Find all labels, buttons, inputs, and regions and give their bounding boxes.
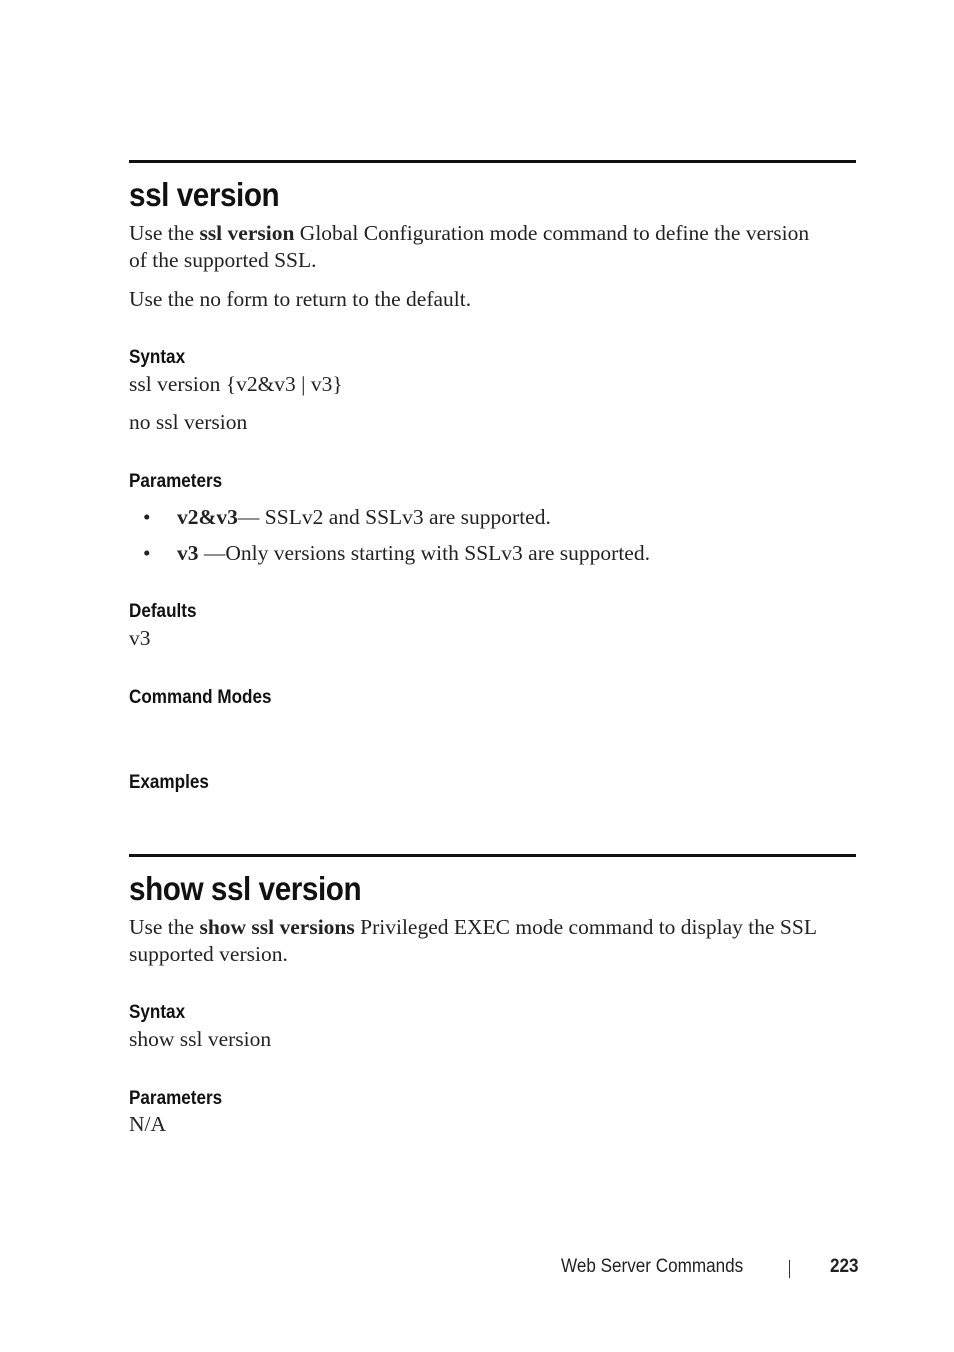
section-rule xyxy=(129,854,856,857)
section-title: show ssl version xyxy=(129,870,362,907)
param-desc: — SSLv2 and SSLv3 are supported. xyxy=(237,505,551,529)
defaults-heading: Defaults xyxy=(129,601,197,622)
bullet-icon: • xyxy=(143,505,151,529)
syntax-line: no ssl version xyxy=(129,410,248,434)
parameters-heading: Parameters xyxy=(129,471,223,492)
bullet-icon: • xyxy=(143,541,151,565)
intro-text: Privileged EXEC mode command to display the SSL supported version. xyxy=(129,915,817,966)
param-desc: —Only versions starting with SSLv3 are supported. xyxy=(198,541,650,565)
syntax-line: ssl version {v2&v3 | v3} xyxy=(129,372,343,396)
syntax-heading: Syntax xyxy=(129,1002,186,1023)
page-number: 223 xyxy=(830,1256,859,1277)
section-rule xyxy=(129,160,856,163)
no-form-paragraph: Use the no form to return to the default. xyxy=(129,287,472,311)
param-term: v2&v3 xyxy=(177,505,238,529)
intro-text: Use the xyxy=(129,221,200,245)
footer-chapter: Web Server Commands xyxy=(561,1256,744,1277)
intro-paragraph xyxy=(129,914,829,968)
intro-text: Use the xyxy=(129,915,200,939)
param-term: v3 xyxy=(177,541,199,565)
parameters-value: N/A xyxy=(129,1112,167,1136)
section-title: ssl version xyxy=(129,176,280,213)
intro-command: show ssl versions xyxy=(199,915,355,939)
defaults-value: v3 xyxy=(129,626,151,650)
list-item xyxy=(143,540,650,567)
intro-text: Global Configuration mode command to define the version of the supported SSL. xyxy=(129,221,810,272)
syntax-heading: Syntax xyxy=(129,347,186,368)
parameters-heading: Parameters xyxy=(129,1088,223,1109)
syntax-line: show ssl version xyxy=(129,1027,272,1051)
footer-separator xyxy=(789,1260,790,1278)
examples-heading: Examples xyxy=(129,772,209,793)
list-item xyxy=(143,504,551,531)
command-modes-heading: Command Modes xyxy=(129,687,272,708)
intro-command: ssl version xyxy=(199,221,295,245)
intro-paragraph xyxy=(129,220,829,274)
